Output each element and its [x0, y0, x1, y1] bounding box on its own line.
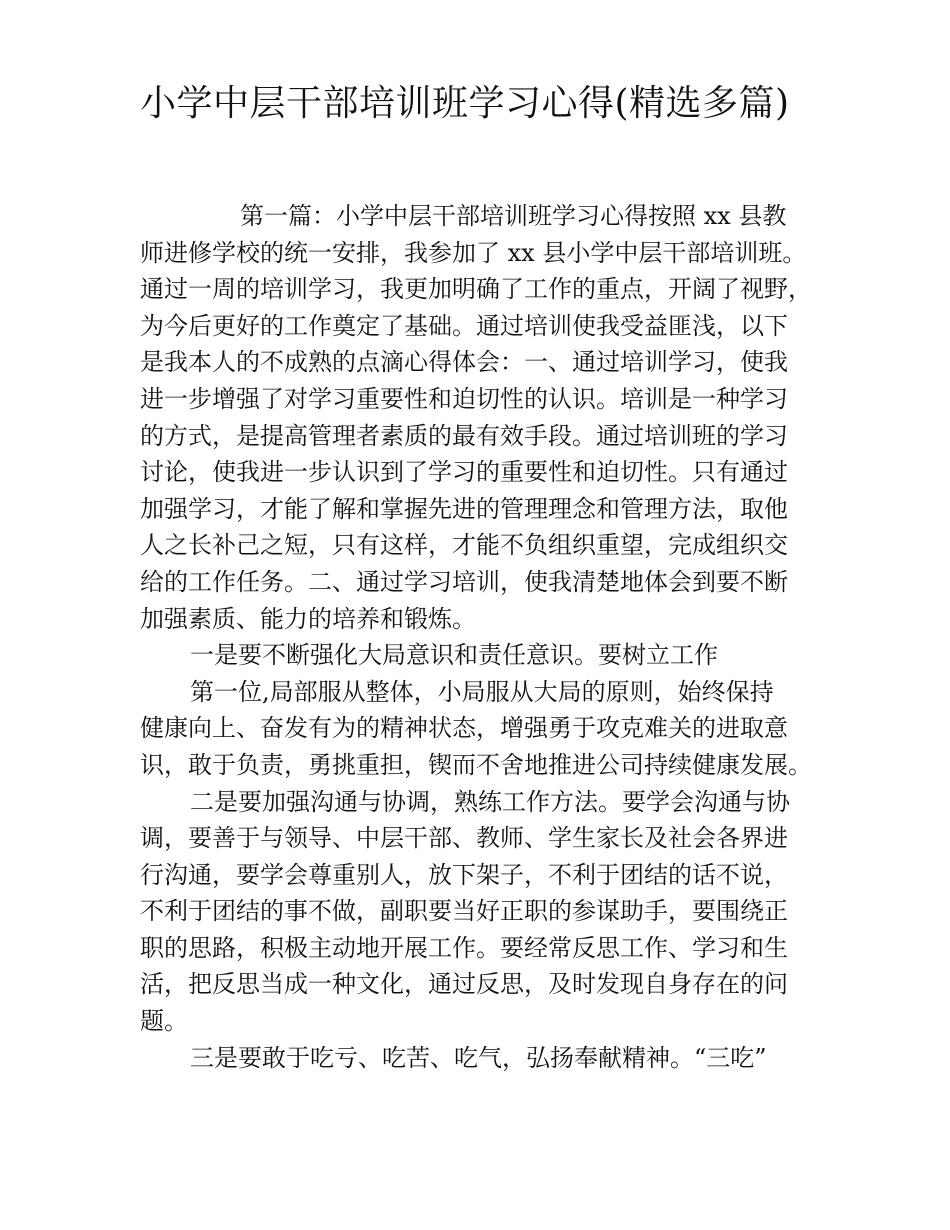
- document-title: 小学中层干部培训班学习心得(精选多篇): [140, 83, 790, 124]
- paragraph-line: 职的思路，积极主动地开展工作。要经常反思工作、学习和生: [140, 933, 788, 962]
- paragraph-line: 一是要不断强化大局意识和责任意识。要树立工作: [190, 641, 718, 670]
- paragraph-line: 人之长补己之短，只有这样，才能不负组织重望，完成组织交: [140, 531, 788, 560]
- paragraph-1: [140, 198, 830, 637]
- paragraph-line: 识，敢于负责，勇挑重担，锲而不舍地推进公司持续健康发展。: [140, 750, 812, 779]
- paragraph-line: 三是要敢于吃亏、吃苦、吃气，弘扬奉献精神。“三吃”: [190, 1043, 767, 1072]
- paragraph-line: 为今后更好的工作奠定了基础。通过培训使我受益匪浅，以下: [140, 311, 788, 340]
- paragraph-line: 给的工作任务。二、通过学习培训，使我清楚地体会到要不断: [140, 567, 788, 596]
- paragraph-line: 通过一周的培训学习，我更加明确了工作的重点，开阔了视野，: [140, 275, 812, 304]
- paragraph-3: [140, 674, 830, 784]
- paragraph-line: 行沟通，要学会尊重别人，放下架子，不利于团结的话不说，: [140, 860, 788, 889]
- paragraph-line: 进一步增强了对学习重要性和迫切性的认识。培训是一种学习: [140, 384, 788, 413]
- paragraph-line: 的方式，是提高管理者素质的最有效手段。通过培训班的学习: [140, 421, 788, 450]
- paragraph-line: 师进修学校的统一安排，我参加了 xx 县小学中层干部培训班。: [140, 238, 807, 267]
- paragraph-line: 是我本人的不成熟的点滴心得体会：一、通过培训学习，使我: [140, 348, 788, 377]
- paragraph-line: 活，把反思当成一种文化，通过反思，及时发现自身存在的问: [140, 970, 788, 999]
- paragraph-line: 不利于团结的事不做，副职要当好正职的参谋助手，要围绕正: [140, 897, 788, 926]
- paragraph-4: [140, 784, 830, 1040]
- paragraph-2: [140, 637, 830, 674]
- paragraph-line: 讨论，使我进一步认识到了学习的重要性和迫切性。只有通过: [140, 458, 788, 487]
- document-body: [140, 198, 830, 1076]
- paragraph-line: 二是要加强沟通与协调，熟练工作方法。要学会沟通与协: [190, 787, 790, 816]
- paragraph-line: 第一位,局部服从整体，小局服从大局的原则，始终保持: [190, 677, 774, 706]
- paragraph-line: 加强学习，才能了解和掌握先进的管理理念和管理方法，取他: [140, 494, 788, 523]
- paragraph-line: 调，要善于与领导、中层干部、教师、学生家长及社会各界进: [140, 824, 788, 853]
- paragraph-line: 加强素质、能力的培养和锻炼。: [140, 604, 476, 633]
- paragraph-line: 题。: [140, 1007, 188, 1036]
- paragraph-line: 健康向上、奋发有为的精神状态，增强勇于攻克难关的进取意: [140, 714, 788, 743]
- paragraph-5: [140, 1040, 830, 1077]
- paragraph-line: 第一篇：小学中层干部培训班学习心得按照 xx 县教: [240, 202, 787, 230]
